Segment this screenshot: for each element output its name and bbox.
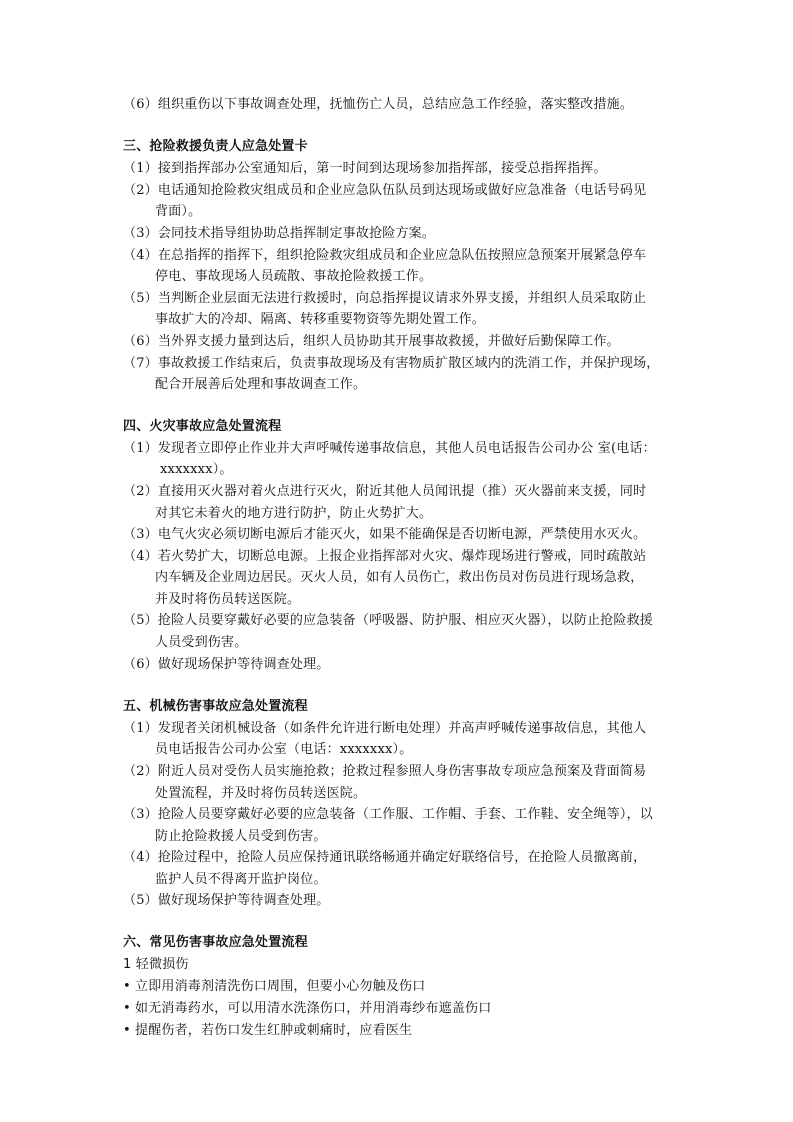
list-item-text: 如无消毒药水，可以用清水洗涤伤口，并用消毒纱布遮盖伤口 xyxy=(135,1001,492,1016)
section-3-line: （2）电话通知抢险救灾组成员和企业应急队伍队员到达现场或做好应急准备（电话号码见 xyxy=(123,183,647,198)
list-item xyxy=(123,978,425,996)
section-5-line: 监护人员不得离开监护岗位。 xyxy=(155,872,327,887)
list-item-text: 提醒伤者，若伤口发生红肿或刺痛时，应看医生 xyxy=(135,1023,413,1038)
bullet-icon: • xyxy=(123,1001,131,1016)
section-3-line: （4）在总指挥的指挥下，组织抢险救灾组成员和企业应急队伍按照应急预案开展紧急停车 xyxy=(123,248,647,263)
section-4-line: （5）抢险人员要穿戴好必要的应急装备（呼吸器、防护服、相应灭火器），以防止抢险救援 xyxy=(123,613,653,628)
section-5-line: （3）抢险人员要穿戴好必要的应急装备（工作服、工作帽、手套、工作鞋、安全绳等），以 xyxy=(123,807,653,822)
section-4-line: 并及时将伤员转送医院。 xyxy=(155,592,301,607)
section-4-line: xxxxxxx）。 xyxy=(160,462,233,477)
section-5-line: 处置流程，并及时将伤员转送医院。 xyxy=(155,786,367,801)
bullet-icon: • xyxy=(123,979,131,994)
section-3-line: 停电、事故现场人员疏散、事故抢险救援工作。 xyxy=(155,269,433,284)
section-4-line: 人员受到伤害。 xyxy=(155,635,248,650)
section-3-line: （1）接到指挥部办公室通知后，第一时间到达现场参加指挥部，接受总指挥指挥。 xyxy=(123,161,607,176)
section-3-line: 配合开展善后处理和事故调查工作。 xyxy=(155,377,367,392)
section-4-line: 对其它未着火的地方进行防护，防止火势扩大。 xyxy=(155,506,433,521)
section-3-line: （6）当外界支援力量到达后，组织人员协助其开展事故救援，并做好后勤保障工作。 xyxy=(123,334,620,349)
section-5-title: 五、机械伤害事故应急处置流程 xyxy=(123,699,308,714)
section-3-line: （3）会同技术指导组协助总指挥制定事故抢险方案。 xyxy=(123,226,436,241)
bullet-icon: • xyxy=(123,1023,131,1038)
section-5-line: （1）发现者关闭机械设备（如条件允许进行断电处理）并高声呼喊传递事故信息，其他人 xyxy=(123,721,647,736)
list-item xyxy=(123,1000,491,1018)
section-5-line: （2）附近人员对受伤人员实施抢救；抢救过程参照人身伤害事故专项应急预案及背面简易 xyxy=(123,764,647,779)
section-4-line: （2）直接用灭火器对着火点进行灭火，附近其他人员闻讯提（推）灭火器前来支援，同时 xyxy=(123,484,647,499)
section-4-line: （6）做好现场保护等待调查处理。 xyxy=(123,657,330,672)
section-4-line: （1）发现者立即停止作业并大声呼喊传递事故信息，其他人员电话报告公司办公 室(电话： xyxy=(123,441,656,456)
list-item xyxy=(123,1022,412,1040)
list-item-text: 立即用消毒剂清洗伤口周围，但要小心勿触及伤口 xyxy=(135,979,426,994)
section-3-title: 三、抢险救援负责人应急处置卡 xyxy=(123,139,308,154)
section-3-line: 事故扩大的冷却、隔离、转移重要物资等先期处置工作。 xyxy=(155,312,486,327)
section-6-title: 六、常见伤害事故应急处置流程 xyxy=(123,935,308,950)
section-3-line: （5）当判断企业层面无法进行救援时，向总指挥提议请求外界支援，并组织人员采取防止 xyxy=(123,291,647,306)
section-5-line: （5）做好现场保护等待调查处理。 xyxy=(123,893,330,908)
section-4-title: 四、火灾事故应急处置流程 xyxy=(123,419,282,434)
intro-item: （6）组织重伤以下事故调查处理，抚恤伤亡人员，总结应急工作经验，落实整改措施。 xyxy=(123,97,634,112)
section-3-line: （7）事故救援工作结束后，负责事故现场及有害物质扩散区域内的洗消工作，并保护现场， xyxy=(123,356,660,371)
section-4-line: （3）电气火灾必须切断电源后才能灭火，如果不能确保是否切断电源，严禁使用水灭火。 xyxy=(123,527,647,542)
section-3-line: 背面）。 xyxy=(155,204,202,219)
section-5-line: 员电话报告公司办公室（电话：xxxxxxx）。 xyxy=(155,742,413,757)
section-5-line: 防止抢险救援人员受到伤害。 xyxy=(155,829,327,844)
section-4-line: （4）若火势扩大，切断总电源。上报企业指挥部对火灾、爆炸现场进行警戒，同时疏散站 xyxy=(123,549,647,564)
section-5-line: （4）抢险过程中，抢险人员应保持通讯联络畅通并确定好联络信号，在抢险人员撤离前， xyxy=(123,850,647,865)
section-6-subtitle: 1 轻微损伤 xyxy=(123,957,189,972)
section-4-line: 内车辆及企业周边居民。灭火人员，如有人员伤亡，救出伤员对伤员进行现场急救， xyxy=(155,570,644,585)
